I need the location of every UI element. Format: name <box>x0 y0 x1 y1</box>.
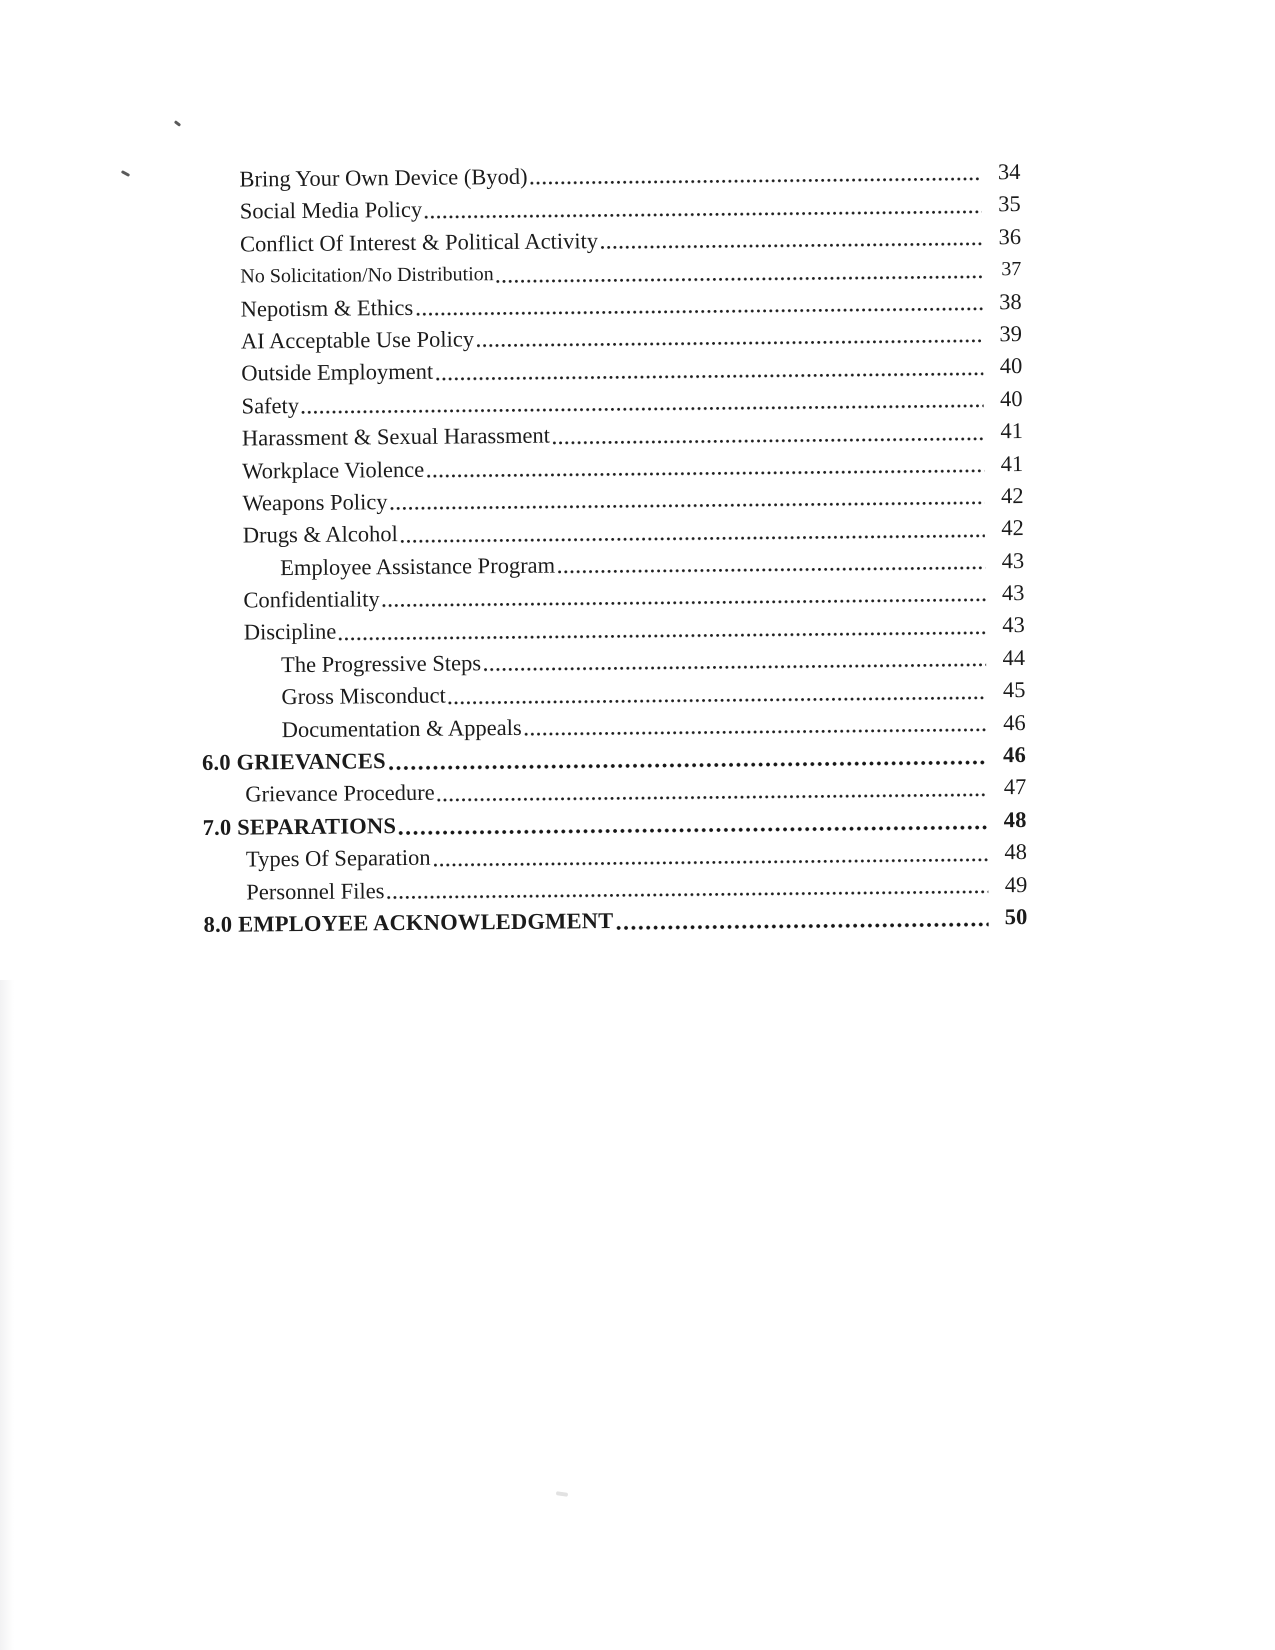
toc-entry-page: 41 <box>1000 418 1024 444</box>
toc-entry-page: 46 <box>1002 742 1027 768</box>
toc-entry-label: 7.0 SEPARATIONS <box>202 812 397 840</box>
toc-entry-page: 40 <box>999 353 1023 379</box>
dot-leader <box>530 177 982 186</box>
toc-entry-label: Documentation & Appeals <box>281 714 522 742</box>
toc-entry-page: 43 <box>1002 612 1025 638</box>
dot-leader <box>557 565 985 574</box>
dot-leader <box>338 630 986 641</box>
toc-entry-label: Drugs & Alcohol <box>242 521 398 548</box>
toc-entry-label: Personnel Files <box>246 877 385 905</box>
toc-entry-page: 40 <box>999 385 1023 412</box>
dot-leader <box>437 792 988 802</box>
toc-entry-label: The Progressive Steps <box>280 650 482 678</box>
toc-entry-label: Workplace Violence <box>242 456 425 484</box>
toc-entry-label: Discipline <box>243 619 337 646</box>
dot-leader <box>433 857 988 867</box>
scan-speck <box>121 170 130 177</box>
toc-entry-label: No Solicitation/No Distribution <box>240 263 494 288</box>
toc-entry-page: 47 <box>1003 774 1027 800</box>
toc-entry-page: 50 <box>1004 904 1028 930</box>
toc-entry-page: 46 <box>1003 709 1026 735</box>
dot-leader <box>426 468 984 478</box>
toc-entry-page: 38 <box>999 288 1022 314</box>
toc-entry-page: 36 <box>998 223 1022 250</box>
toc-entry-label: 6.0 GRIEVANCES <box>201 748 386 775</box>
scan-speck <box>174 120 181 127</box>
dot-leader <box>386 889 988 900</box>
toc-entry-page: 44 <box>1002 644 1026 671</box>
dot-leader <box>435 371 983 381</box>
table-of-contents <box>196 156 1027 941</box>
toc-entry-page: 43 <box>1001 547 1025 573</box>
toc-entry-label: Bring Your Own Device (Byod) <box>239 163 528 192</box>
toc-entry-label: Social Media Policy <box>239 197 423 224</box>
dot-leader <box>424 209 982 219</box>
dot-leader <box>382 598 986 609</box>
dot-leader <box>615 922 988 932</box>
toc-entry-label: Safety <box>241 392 300 419</box>
toc-entry-label: 8.0 EMPLOYEE ACKNOWLEDGMENT <box>203 907 614 937</box>
dot-leader <box>398 825 988 837</box>
toc-entry-page: 37 <box>1001 258 1022 281</box>
dot-leader <box>400 533 985 544</box>
toc-entry-label: Confidentiality <box>243 586 380 613</box>
toc-entry-page: 41 <box>1000 450 1024 476</box>
toc-entry-page: 48 <box>1003 806 1027 833</box>
dot-leader <box>476 339 983 349</box>
toc-entry-label: Conflict Of Interest & Political Activity <box>239 227 599 257</box>
toc-entry-page: 42 <box>1001 515 1024 541</box>
dot-leader <box>448 695 987 705</box>
toc-entry-page: 34 <box>997 159 1021 185</box>
dot-leader <box>496 274 983 284</box>
toc-entry-label: Harassment & Sexual Harassment <box>241 422 551 451</box>
scan-speck <box>556 1491 568 1497</box>
toc-entry-label: Employee Assistance Program <box>280 552 556 580</box>
dot-leader <box>552 436 984 445</box>
dot-leader <box>415 306 983 316</box>
dot-leader <box>301 404 984 416</box>
dot-leader <box>524 727 987 736</box>
toc-entry-label: Gross Misconduct <box>281 682 446 710</box>
toc-entry-page: 39 <box>999 321 1023 347</box>
toc-entry-page: 35 <box>998 191 1021 217</box>
toc-entry <box>203 901 1027 941</box>
toc-entry-label: Outside Employment <box>241 359 434 386</box>
toc-entry-label: Types Of Separation <box>245 844 431 872</box>
dot-leader <box>600 242 982 251</box>
toc-entry-page: 49 <box>1004 871 1028 897</box>
toc-entry-label: AI Acceptable Use Policy <box>240 326 475 354</box>
toc-entry-page: 42 <box>1000 482 1024 509</box>
dot-leader <box>390 501 985 512</box>
toc-entry-label: Grievance Procedure <box>245 780 435 807</box>
toc-entry-label: Nepotism & Ethics <box>240 294 414 322</box>
toc-entry-label: Weapons Policy <box>242 489 388 516</box>
toc-entry-page: 48 <box>1004 839 1028 865</box>
dot-leader <box>483 663 986 673</box>
scan-edge-artifact <box>0 980 14 1650</box>
toc-entry-page: 45 <box>1002 677 1026 703</box>
toc-entry-page: 43 <box>1001 580 1025 606</box>
dot-leader <box>388 760 987 772</box>
